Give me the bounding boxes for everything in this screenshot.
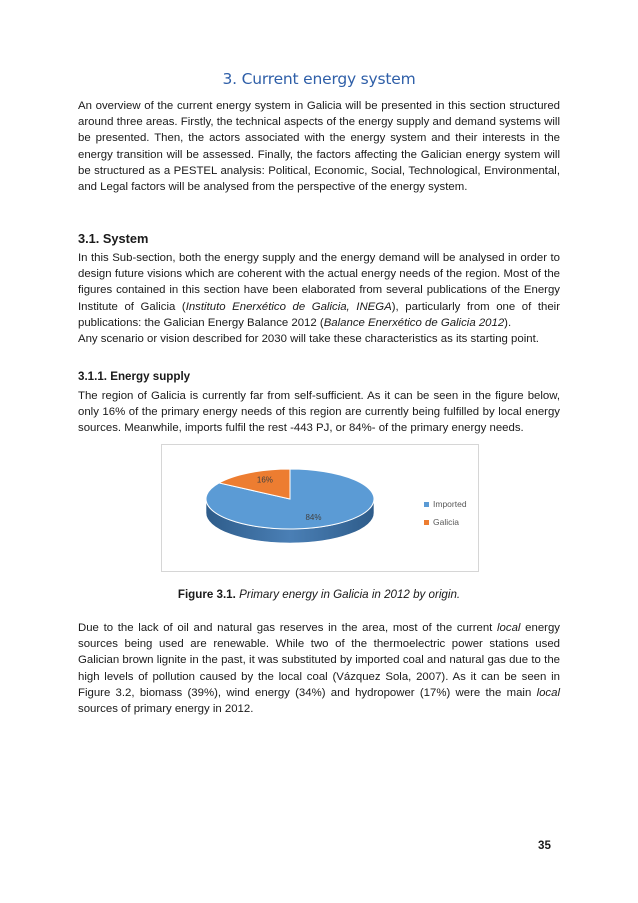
closing-text-1: Due to the lack of oil and natural gas reserves in the area, most of the current	[78, 622, 498, 634]
page-title: 3. Current energy system	[222, 70, 416, 88]
section-heading-energy-supply: 3.1.1. Energy supply	[78, 370, 191, 383]
system-paragraph-text-2: ), particularly from one of their publications: the Galician Energy Balance 2012 (	[78, 300, 560, 329]
system-paragraph-italic-2: Balance Enerxético de Galicia 2012	[323, 316, 505, 329]
figure-caption-text: Primary energy in Galicia in 2012 by origin.	[239, 588, 461, 601]
primary-energy-pie-chart	[161, 444, 479, 572]
legend-label-imported: Imported	[433, 499, 467, 509]
pie-group	[206, 469, 374, 543]
chart-legend	[424, 499, 467, 527]
figure-caption-label: Figure 3.1.	[177, 588, 236, 601]
legend-marker-imported	[424, 502, 429, 507]
closing-paragraph	[78, 620, 560, 717]
system-paragraph-text-1: In this Sub-section, both the energy supply and the energy demand will be analysed in order to design future visions which are coherent with the actual energy needs of the region. Most of the figures contained in this section have been elaborated from several publications of the Energy Institute of Galicia (	[78, 252, 560, 313]
intro-paragraph: An overview of the current energy system in Galicia will be presented in this section structured around three areas. Firstly, the technical aspects of the energy supply and demand systems will be presented. Then, the actors associated with the energy system and their interests in the energy transition will be assessed. Finally, the factors affecting the Galician energy system will be structured as a PESTEL analysis: Political, Economic, Social, Technological, Environmental, and Legal factors will be analysed from the perspective of the energy system.	[78, 100, 560, 194]
legend-marker-galicia	[424, 520, 429, 525]
data-label-galicia: 16%	[256, 475, 273, 485]
legend-label-galicia: Galicia	[433, 517, 459, 527]
section-heading-system: 3.1. System	[78, 231, 149, 246]
system-paragraph-text-3: ).	[504, 316, 512, 329]
system-paragraph	[78, 250, 560, 331]
pie-chart-svg	[162, 445, 478, 571]
closing-italic-2: local	[536, 686, 560, 699]
data-label-imported: 84%	[305, 513, 322, 523]
figure-caption	[0, 588, 638, 601]
closing-italic-1: local	[497, 622, 521, 634]
system-paragraph-italic-1: Instituto Enerxético de Galicia, INEGA	[185, 300, 392, 313]
closing-text-2: energy sources being used are renewable. While two of the thermoelectric power stations used Galician brown lignite in the past, it was substituted by imported coal and natural gas due to the high levels of pollution caused by the local coal (Vázquez Sola, 2007). As it can be seen in Figure 3.2, biomass (39%), wind energy (34%) and hydropower (17%) were the main	[78, 622, 560, 699]
supply-paragraph: The region of Galicia is currently far from self-sufficient. As it can be seen in the figure below, only 16% of the primary energy needs of this region are currently being fulfilled by local energy sources. Meanwhile, imports fulfil the rest -443 PJ, or 84%- of the primary energy needs.	[78, 390, 560, 435]
page-number: 35	[538, 839, 551, 852]
scenario-paragraph: Any scenario or vision described for 2030 will take these characteristics as its starting point.	[78, 333, 539, 345]
closing-text-3: sources of primary energy in 2012.	[78, 703, 254, 716]
